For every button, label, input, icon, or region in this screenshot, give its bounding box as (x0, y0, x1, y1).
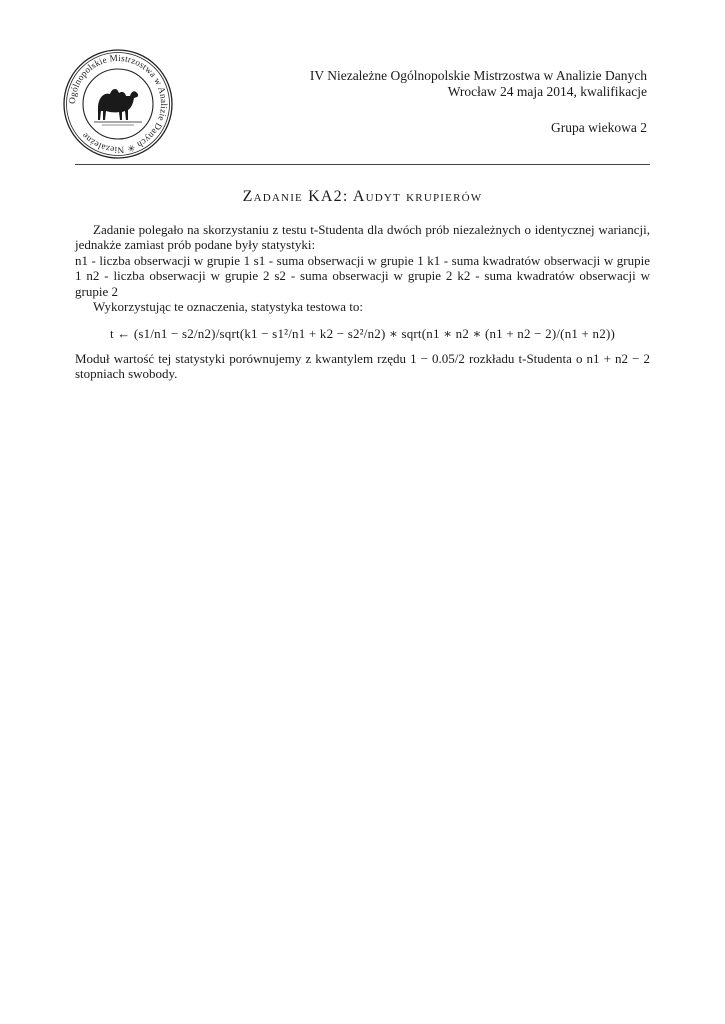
task-title: Zadanie KA2: Audyt krupierów (242, 188, 483, 205)
test-statistic-formula: t ← (s1/n1 − s2/n2)/sqrt(k1 − s1²/n1 + k2 − s2²/n2) ∗ sqrt(n1 ∗ n2 ∗ (n1 + n2 − 2)/(n1 + n2)) (109, 326, 616, 342)
header-divider (75, 164, 650, 165)
event-title: IV Niezależne Ogólnopolskie Mistrzostwa w Analizie Danych (309, 68, 647, 83)
paragraph-intro: Zadanie polegało na skorzystaniu z testu t-Studenta dla dwóch prób niezależnych o identycznej wariancji, jednakże zamiast prób podane były statystyki: (75, 222, 650, 253)
header-block (310, 68, 647, 136)
championship-seal (62, 48, 174, 160)
paragraph-variables: n1 - liczba obserwacji w grupie 1 s1 - suma obserwacji w grupie 1 k1 - suma kwadratów obserwacji w grupie 1 n2 - liczba obserwacji w grupie 2 s2 - suma obserwacji w grupie 2 k2 - suma kwadratów obserwacji w grupie 2 (75, 252, 650, 299)
paragraph-statistic-intro: Wykorzystując te oznaczenia, statystyka testowa to: (93, 299, 363, 315)
paragraph-conclusion: Moduł wartość tej statystyki porównujemy z kwantylem rzędu 1 − 0.05/2 rozkładu t-Studenta o n1 + n2 − 2 stopniach swobody. (75, 350, 650, 382)
seal-ring-text: Ogólnopolskie Mistrzostwa w Analizie Danych ✳ Niezależne (66, 52, 170, 156)
camel-icon (94, 89, 142, 125)
event-date: Wrocław 24 maja 2014, kwalifikacje (447, 84, 647, 99)
task-body (75, 222, 650, 382)
age-group: Grupa wiekowa 2 (551, 120, 647, 135)
